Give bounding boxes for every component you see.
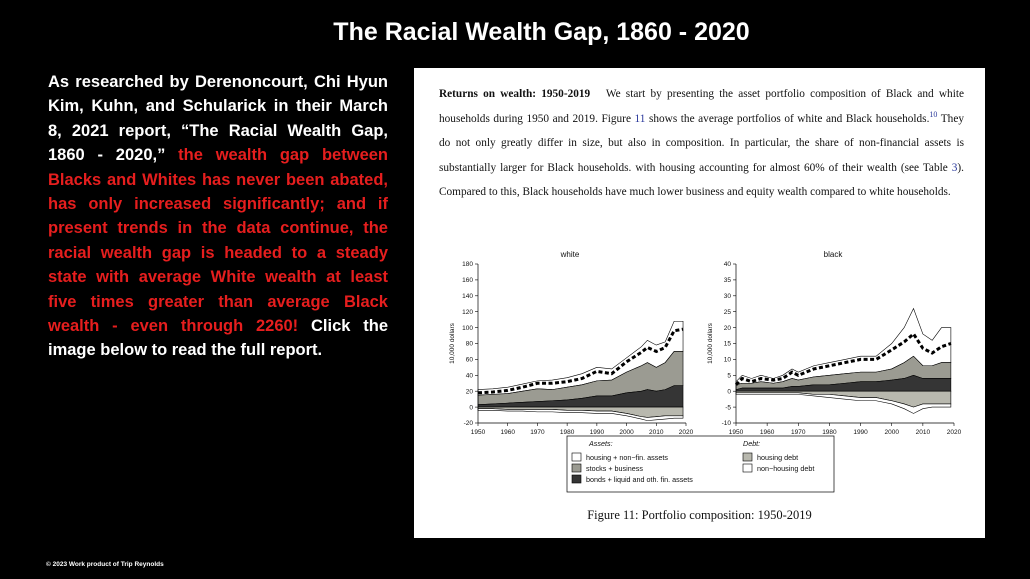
y-tick-label: 40 — [723, 261, 731, 269]
footnote-ref-link[interactable]: 10 — [929, 109, 938, 119]
legend-label: non−housing debt — [757, 464, 815, 473]
x-tick-label: 2010 — [649, 429, 664, 436]
y-tick-label: 160 — [462, 277, 473, 285]
figure-ref-link[interactable]: 11 — [634, 112, 646, 125]
portfolio-figure — [414, 68, 985, 508]
legend-swatch — [572, 453, 581, 461]
y-axis-label: 10,000 dollars — [449, 323, 456, 364]
x-tick-label: 2020 — [678, 429, 694, 436]
report-image-link[interactable] — [414, 68, 985, 538]
y-tick-label: 0 — [469, 404, 473, 412]
intro-text — [48, 70, 388, 363]
y-axis-label: 10,000 dollars — [707, 323, 714, 364]
legend-label: stocks + business — [586, 464, 643, 473]
legend-label: housing debt — [757, 453, 799, 462]
paper-text-1: We start by presenting the asset portfolio composition of Black and white households during 1950 and 2019. Figure — [439, 88, 964, 125]
legend-swatch — [743, 453, 752, 461]
x-tick-label: 1970 — [530, 429, 545, 436]
y-tick-label: 120 — [462, 308, 473, 316]
legend-debt-heading: Debt: — [743, 439, 761, 448]
panel-title: black — [823, 250, 843, 259]
legend-assets-heading: Assets: — [589, 439, 613, 448]
paper-text-4: ). Compared to this, Black households have much lower business and equity wealth compared to white households. — [439, 161, 964, 199]
y-tick-label: 30 — [723, 293, 731, 300]
x-tick-label: 1960 — [759, 429, 775, 436]
legend-swatch — [572, 464, 581, 472]
x-tick-label: 1980 — [559, 429, 575, 436]
intro-text-red: the wealth gap between Blacks and Whites has never been abated, has only increased significantly; and if present trends in the data continue, the racial wealth gap is headed to a steady state with average White wealth at least five times greater than average Black wealth - even through 2260! — [48, 146, 388, 336]
x-tick-label: 1950 — [470, 429, 486, 436]
paper-heading: Returns on wealth: 1950-2019 — [439, 88, 591, 100]
legend-label: housing + non−fin. assets — [586, 453, 668, 462]
legend-swatch — [743, 464, 752, 472]
intro-text-white-1: As researched by Derenoncourt, Chi Hyun Kim, Kuhn, and Schularick in their March 8, 2021 report, “The Racial Wealth Gap, 1860 - 2020,” — [48, 73, 388, 165]
y-tick-label: 140 — [462, 293, 473, 300]
y-tick-label: 60 — [465, 356, 473, 364]
figure-caption: Figure 11: Portfolio composition: 1950-2019 — [587, 508, 812, 522]
intro-text-white-2: Click the image below to read the full report. — [48, 317, 388, 360]
paper-text-2: shows the average portfolios of white and Black households. — [648, 112, 930, 125]
y-tick-label: 100 — [462, 324, 473, 332]
table-ref-link[interactable]: 3 — [951, 161, 958, 174]
legend-swatch — [572, 475, 581, 483]
y-tick-label: 40 — [465, 372, 473, 380]
x-tick-label: 1960 — [500, 429, 515, 436]
y-tick-label: 180 — [462, 261, 473, 269]
x-tick-label: 1990 — [589, 429, 605, 436]
panel-title: white — [560, 250, 580, 259]
y-tick-label: 0 — [727, 388, 731, 396]
y-tick-label: 20 — [723, 324, 731, 332]
y-tick-label: -5 — [725, 404, 731, 412]
y-tick-label: 25 — [723, 308, 731, 316]
legend-label: bonds + liquid and oth. fin. assets — [586, 475, 693, 484]
y-tick-label: 80 — [465, 340, 473, 348]
y-tick-label: 5 — [727, 372, 731, 380]
x-tick-label: 2000 — [619, 429, 634, 436]
y-tick-label: 15 — [723, 340, 731, 348]
x-tick-label: 2020 — [946, 429, 962, 436]
y-tick-label: 20 — [465, 388, 473, 396]
paper-text-3: They do not only greatly differ in size, but also in composition. In particular, the share of non-financial assets is substantially larger for Black households. with housing accounting for almost 60% of their wealth (see Table — [439, 112, 964, 174]
x-tick-label: 2010 — [915, 429, 931, 436]
x-tick-label: 2000 — [884, 429, 899, 436]
copyright-footer: © 2023 Work product of Trip Reynolds — [46, 561, 164, 568]
y-tick-label: -20 — [463, 420, 473, 428]
x-tick-label: 1970 — [791, 429, 806, 436]
page-title: The Racial Wealth Gap, 1860 - 2020 — [333, 18, 750, 46]
y-tick-label: -10 — [721, 420, 731, 428]
x-tick-label: 1950 — [728, 429, 744, 436]
y-tick-label: 35 — [723, 277, 731, 285]
x-tick-label: 1990 — [853, 429, 868, 436]
x-tick-label: 1980 — [822, 429, 837, 436]
y-tick-label: 10 — [723, 356, 731, 364]
